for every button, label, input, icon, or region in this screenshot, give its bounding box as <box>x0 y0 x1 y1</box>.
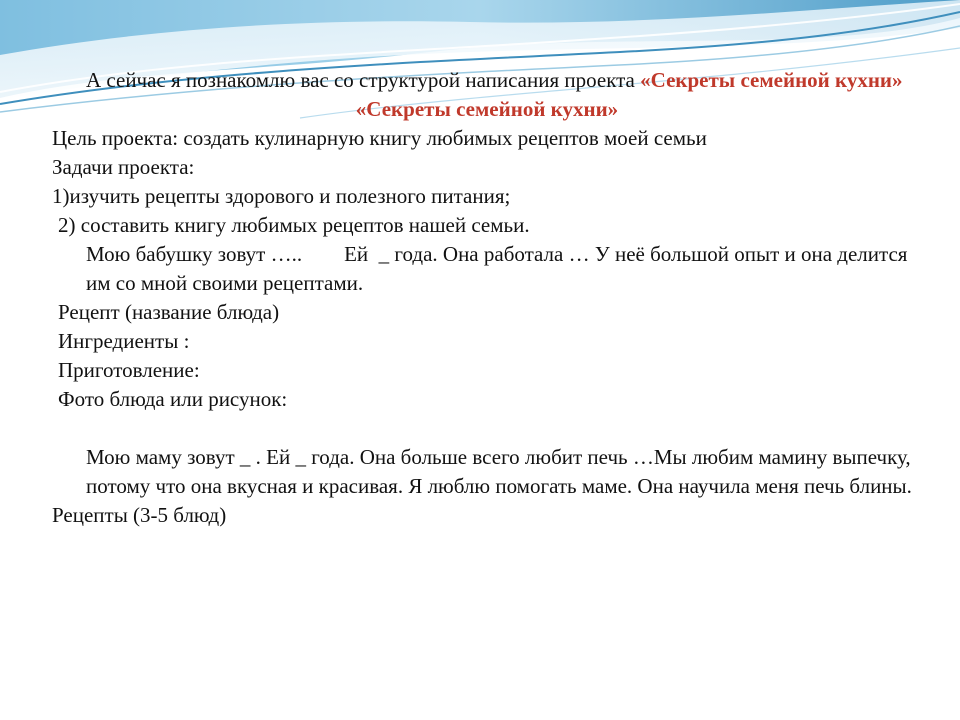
ingredients-line: Ингредиенты : <box>58 329 190 353</box>
grandma-paragraph: Мою бабушку зовут ….. Ей _ года. Она работала … У неё большой опыт и она делится им со мной своими рецептами. <box>86 242 913 295</box>
task-item-2: 2) составить книгу любимых рецептов нашей семьи. <box>58 213 530 237</box>
slide-body <box>52 66 922 530</box>
intro-project-title: «Секреты семейной кухни» <box>640 68 903 92</box>
photo-line: Фото блюда или рисунок: <box>58 387 288 411</box>
task-item-1: 1)изучить рецепты здорового и полезного питания; <box>52 184 511 208</box>
cooking-line: Приготовление: <box>58 358 200 382</box>
intro-text: А сейчас я познакомлю вас со структурой написания проекта <box>86 68 641 92</box>
spacer <box>52 414 922 443</box>
project-heading: «Секреты семейной кухни» <box>355 97 619 121</box>
intro-paragraph <box>52 66 922 95</box>
project-goal: Цель проекта: создать кулинарную книгу любимых рецептов моей семьи <box>52 126 707 150</box>
mom-paragraph: Мою маму зовут _ . Ей _ года. Она больше всего любит печь …Мы любим мамину выпечку, потому что она вкусная и красивая. Я люблю помогать маме. Она научила меня печь блины. <box>86 445 912 498</box>
tasks-label: Задачи проекта: <box>52 155 195 179</box>
recipe-name-line: Рецепт (название блюда) <box>58 300 280 324</box>
recipes-count-line: Рецепты (3-5 блюд) <box>52 503 227 527</box>
